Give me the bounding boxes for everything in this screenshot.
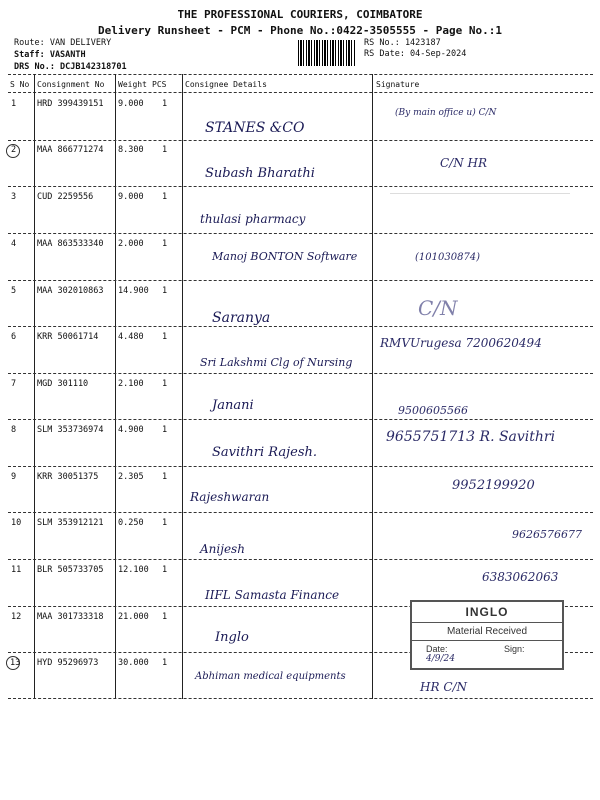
col-header-signature: Signature [376,80,420,89]
row-pcs: 1 [162,332,168,342]
row-consignee: IIFL Samasta Finance [205,588,340,602]
row-rule [8,233,593,234]
row-consignee: Savithri Rajesh. [212,445,317,460]
row-sno: 9 [11,472,17,482]
staff-label: Staff: VASANTH [14,50,86,60]
stamp-date-value: 4/9/24 [426,654,455,664]
row-consignment: MAA 863533340 [37,239,104,249]
row-sno: 1 [11,99,17,109]
col-header-consignee: Consignee Details [185,80,267,89]
row-sno: 12 [11,612,22,622]
row-consignee: thulasi pharmacy [200,212,306,226]
row-consignment: MAA 301733318 [37,612,104,622]
row-rule [8,186,593,187]
row-consignment: MGD 301110 [37,379,89,389]
barcode-image [298,40,356,66]
row-pcs: 1 [162,518,168,528]
row-pcs: 1 [162,472,168,482]
row-pcs: 1 [162,658,168,668]
row-pcs: 1 [162,99,168,109]
row-pcs: 1 [162,239,168,249]
row-sno: 4 [11,239,17,249]
row-consignee: Manoj BONTON Software [212,250,358,263]
faded-stamp [390,193,570,228]
row-consignment: CUD 2259556 [37,192,94,202]
row-rule [8,466,593,467]
row-pcs: 1 [162,145,168,155]
drs-number: DRS No.: DCJB142318701 [14,62,127,72]
stamp-divider [412,622,562,623]
row-consignee: Saranya [212,310,271,326]
row-pcs: 1 [162,286,168,296]
company-title: THE PROFESSIONAL COURIERS, COIMBATORE [177,8,423,21]
row-signature: 6383062063 [482,570,559,584]
row-weight: 14.900 [118,286,149,296]
col-header-sno: S No [10,80,30,89]
row-consignee: STANES &CO [205,120,305,136]
row-rule [8,512,593,513]
row-signature: C/N [418,296,458,320]
row-pcs: 1 [162,379,168,389]
row-sno: 10 [11,518,22,528]
row-consignment: MAA 302010863 [37,286,104,296]
row-rule [8,326,593,327]
row-sno: 2 [11,145,17,155]
row-consignment: BLR 505733705 [37,565,104,575]
row-consignment: HRD 399439151 [37,99,104,109]
row-signature: RMVUrugesa 7200620494 [380,336,542,350]
row-weight: 4.480 [118,332,144,342]
row-sno: 8 [11,425,17,435]
col-header-pcs: PCS [152,80,167,89]
row-pcs: 1 [162,425,168,435]
stamp-subtitle: Material Received [446,626,528,637]
row-weight: 2.305 [118,472,144,482]
row-weight: 0.250 [118,518,144,528]
rs-number: RS No.: 1423187 [364,38,441,48]
row-weight: 21.000 [118,612,149,622]
stamp-sign-label: Sign: [504,644,525,654]
row-consignee: Rajeshwaran [190,490,270,504]
material-received-stamp [410,600,564,670]
runsheet-subtitle: Delivery Runsheet - PCM - Phone No.:0422-3505555 - Page No.:1 [98,24,502,37]
row-rule [8,419,593,420]
row-weight: 8.300 [118,145,144,155]
row-consignee: Janani [212,398,254,413]
row-rule [8,373,593,374]
row-rule [8,140,593,141]
row-consignee: Sri Lakshmi Clg of Nursing [200,356,353,369]
stamp-date-label: Date: [426,644,448,654]
row-signature: (By main office u) C/N [395,108,497,118]
table-top-rule [8,74,593,75]
rs-date: RS Date: 04-Sep-2024 [364,49,467,59]
row-consignee: Anijesh [200,542,245,556]
row-weight: 30.000 [118,658,149,668]
col-header-weight: Weight [118,80,147,89]
row-weight: 2.100 [118,379,144,389]
row-weight: 12.100 [118,565,149,575]
row-sno: 7 [11,379,17,389]
row-signature: 9952199920 [452,478,535,493]
row-rule [8,280,593,281]
row-pcs: 1 [162,565,168,575]
row-consignee: Abhiman medical equipments [195,671,346,682]
row-weight: 4.900 [118,425,144,435]
row-sno: 13 [10,658,21,668]
row-consignment: KRR 50061714 [37,332,99,342]
row-consignment: SLM 353736974 [37,425,104,435]
table-header-rule [8,92,593,93]
row-rule [8,698,593,699]
row-sno: 5 [11,286,17,296]
row-consignee: Subash Bharathi [205,166,315,181]
row-sno: 6 [11,332,17,342]
row-signature: 9500605566 [398,404,468,417]
row-rule [8,559,593,560]
stamp-title: INGLO [465,605,509,619]
row-consignee: Inglo [215,630,249,645]
row-signature: 9655751713 R. Savithri [386,429,556,445]
row-weight: 2.000 [118,239,144,249]
row-signature: HR C/N [420,680,468,694]
row-consignment: MAA 866771274 [37,145,104,155]
route-label: Route: VAN DELIVERY [14,38,112,48]
row-signature: C/N HR [440,156,488,170]
row-consignment: HYD 95296973 [37,658,99,668]
row-weight: 9.000 [118,192,144,202]
row-signature: (101030874) [415,252,481,263]
col-header-consignment: Consignment No [37,80,105,89]
stamp-divider [412,640,562,641]
row-pcs: 1 [162,612,168,622]
row-sno: 3 [11,192,17,202]
row-consignment: KRR 30051375 [37,472,99,482]
row-consignment: SLM 353912121 [37,518,104,528]
row-weight: 9.000 [118,99,144,109]
row-signature: 9626576677 [512,528,582,541]
row-pcs: 1 [162,192,168,202]
row-sno: 11 [11,565,22,575]
